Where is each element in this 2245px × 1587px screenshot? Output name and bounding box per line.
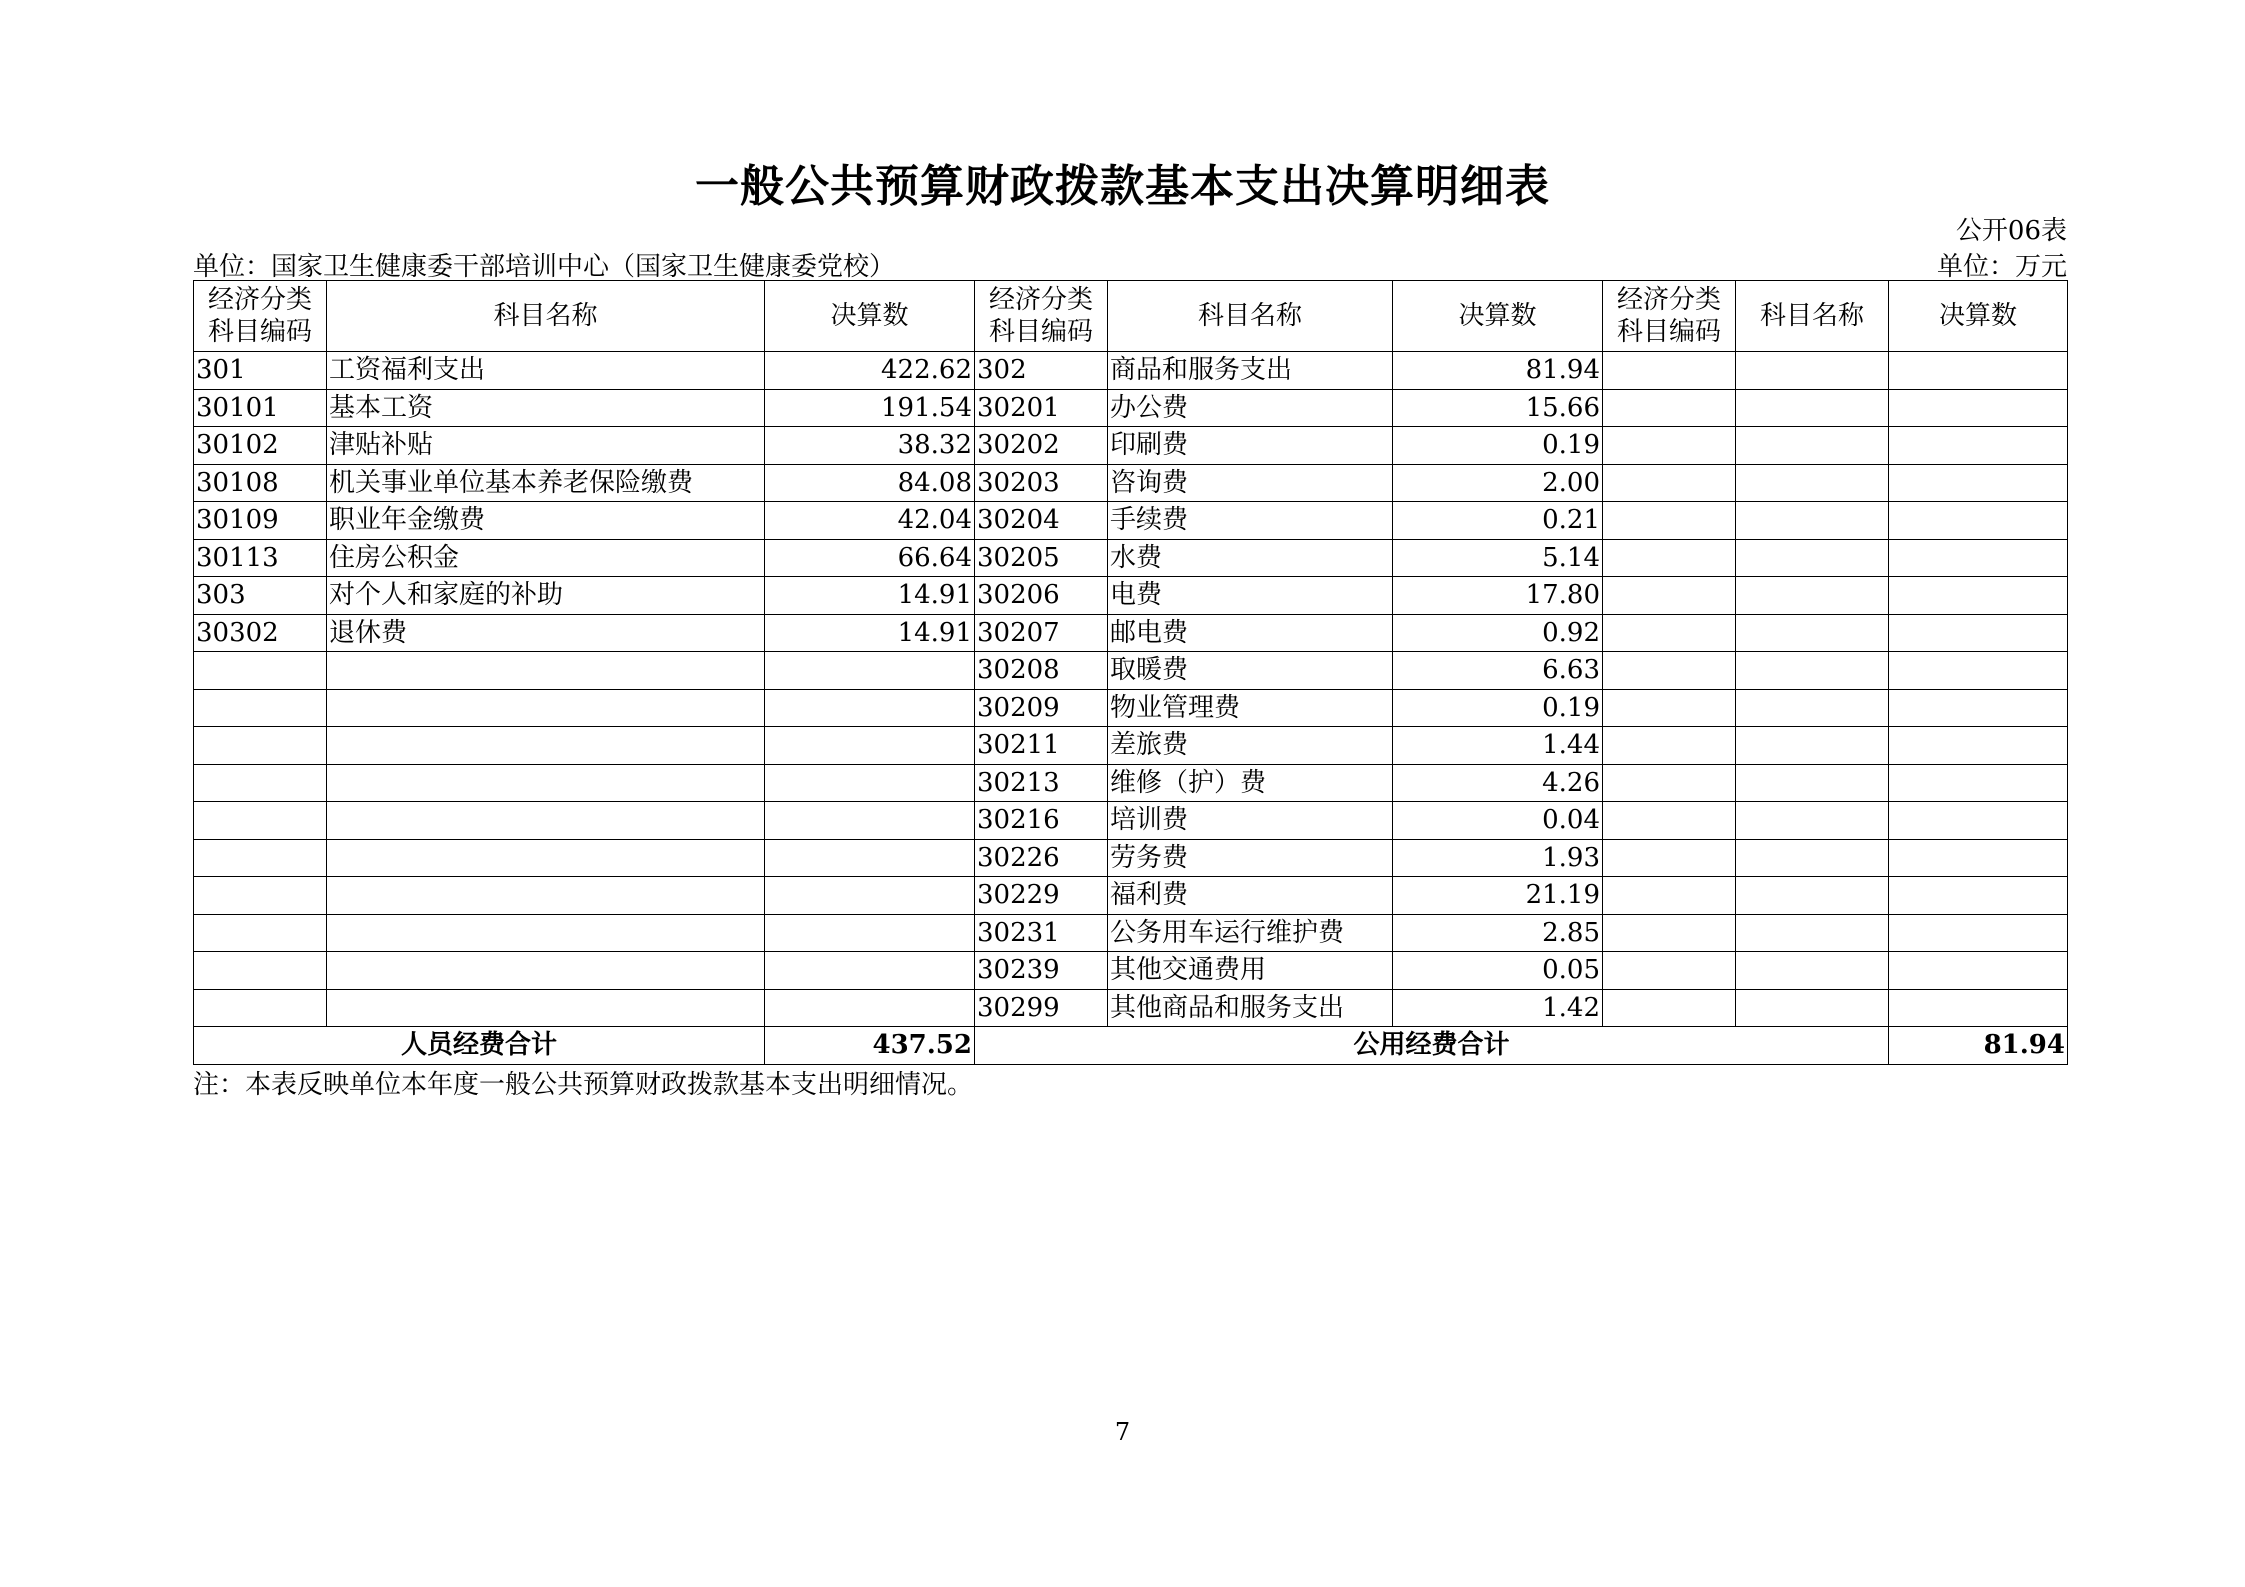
mid-name-cell: 水费 [1108,539,1393,577]
right-name-cell [1736,352,1889,390]
mid-code-cell: 30202 [975,427,1108,465]
table-row [194,577,2068,615]
header-name-1: 科目名称 [327,281,765,352]
right-amount-cell [1889,839,2068,877]
header-code-1: 经济分类科目编码 [194,281,327,352]
left-name-cell [327,989,765,1027]
left-code-cell [194,764,327,802]
right-name-cell [1736,839,1889,877]
left-code-cell [194,952,327,990]
right-code-cell [1603,577,1736,615]
right-code-cell [1603,689,1736,727]
left-amount-cell [765,877,975,915]
mid-name-cell: 邮电费 [1108,614,1393,652]
left-code-cell: 30302 [194,614,327,652]
right-code-cell [1603,427,1736,465]
table-row [194,539,2068,577]
header-amount-1: 决算数 [765,281,975,352]
left-name-cell [327,652,765,690]
right-code-cell [1603,502,1736,540]
left-code-cell: 30101 [194,389,327,427]
right-amount-cell [1889,952,2068,990]
left-code-cell [194,802,327,840]
right-code-cell [1603,614,1736,652]
right-amount-cell [1889,764,2068,802]
right-amount-cell [1889,427,2068,465]
table-row [194,877,2068,915]
mid-name-cell: 其他交通费用 [1108,952,1393,990]
right-name-cell [1736,877,1889,915]
right-name-cell [1736,802,1889,840]
right-code-cell [1603,389,1736,427]
left-name-cell: 津贴补贴 [327,427,765,465]
header-name-3: 科目名称 [1736,281,1889,352]
left-amount-cell [765,952,975,990]
left-amount-cell: 66.64 [765,539,975,577]
right-code-cell [1603,464,1736,502]
expenditure-table [193,280,2068,1065]
right-amount-cell [1889,877,2068,915]
left-code-cell [194,689,327,727]
right-name-cell [1736,427,1889,465]
left-name-cell: 工资福利支出 [327,352,765,390]
mid-code-cell: 30239 [975,952,1108,990]
table-row [194,914,2068,952]
mid-amount-cell: 0.05 [1393,952,1603,990]
mid-amount-cell: 2.00 [1393,464,1603,502]
right-name-cell [1736,577,1889,615]
mid-code-cell: 30229 [975,877,1108,915]
public-total-label: 公用经费合计 [975,1027,1889,1065]
right-amount-cell [1889,352,2068,390]
right-name-cell [1736,952,1889,990]
mid-amount-cell: 4.26 [1393,764,1603,802]
mid-amount-cell: 0.92 [1393,614,1603,652]
right-amount-cell [1889,689,2068,727]
mid-code-cell: 30208 [975,652,1108,690]
table-row [194,352,2068,390]
mid-amount-cell: 21.19 [1393,877,1603,915]
left-name-cell [327,839,765,877]
mid-code-cell: 30201 [975,389,1108,427]
mid-code-cell: 30209 [975,689,1108,727]
table-row [194,614,2068,652]
right-code-cell [1603,877,1736,915]
left-name-cell [327,914,765,952]
mid-code-cell: 30206 [975,577,1108,615]
mid-code-cell: 30211 [975,727,1108,765]
mid-amount-cell: 0.04 [1393,802,1603,840]
table-row [194,764,2068,802]
header-name-2: 科目名称 [1108,281,1393,352]
right-name-cell [1736,539,1889,577]
mid-name-cell: 电费 [1108,577,1393,615]
left-code-cell [194,727,327,765]
left-name-cell [327,877,765,915]
mid-name-cell: 咨询费 [1108,464,1393,502]
personnel-total-value: 437.52 [765,1027,975,1065]
right-amount-cell [1889,727,2068,765]
left-name-cell [327,764,765,802]
left-code-cell [194,989,327,1027]
left-name-cell [327,727,765,765]
mid-code-cell: 30204 [975,502,1108,540]
mid-code-cell: 30226 [975,839,1108,877]
table-note: 注：本表反映单位本年度一般公共预算财政拨款基本支出明细情况。 [193,1070,974,1100]
mid-name-cell: 办公费 [1108,389,1393,427]
right-amount-cell [1889,464,2068,502]
mid-code-cell: 30207 [975,614,1108,652]
mid-amount-cell: 5.14 [1393,539,1603,577]
left-code-cell [194,914,327,952]
table-row [194,652,2068,690]
form-code: 公开06表 [1955,216,2067,246]
right-code-cell [1603,952,1736,990]
left-name-cell: 机关事业单位基本养老保险缴费 [327,464,765,502]
unit-organization: 单位：国家卫生健康委干部培训中心（国家卫生健康委党校） [193,252,896,282]
table-row [194,839,2068,877]
left-amount-cell [765,689,975,727]
left-code-cell: 30102 [194,427,327,465]
right-code-cell [1603,802,1736,840]
header-code-3: 经济分类科目编码 [1603,281,1736,352]
right-name-cell [1736,389,1889,427]
table-row [194,464,2068,502]
right-amount-cell [1889,614,2068,652]
mid-amount-cell: 6.63 [1393,652,1603,690]
right-amount-cell [1889,989,2068,1027]
left-code-cell: 30109 [194,502,327,540]
table-row [194,989,2068,1027]
left-name-cell: 职业年金缴费 [327,502,765,540]
table-row [194,389,2068,427]
mid-amount-cell: 0.21 [1393,502,1603,540]
right-name-cell [1736,614,1889,652]
left-code-cell [194,877,327,915]
mid-code-cell: 30213 [975,764,1108,802]
mid-code-cell: 30299 [975,989,1108,1027]
mid-code-cell: 302 [975,352,1108,390]
left-amount-cell [765,727,975,765]
mid-amount-cell: 81.94 [1393,352,1603,390]
mid-name-cell: 福利费 [1108,877,1393,915]
table-row [194,502,2068,540]
left-amount-cell: 42.04 [765,502,975,540]
left-amount-cell: 422.62 [765,352,975,390]
mid-code-cell: 30231 [975,914,1108,952]
left-amount-cell: 14.91 [765,577,975,615]
totals-row [194,1027,2068,1065]
left-code-cell: 301 [194,352,327,390]
right-code-cell [1603,914,1736,952]
mid-amount-cell: 1.44 [1393,727,1603,765]
mid-amount-cell: 1.42 [1393,989,1603,1027]
left-name-cell [327,689,765,727]
mid-name-cell: 公务用车运行维护费 [1108,914,1393,952]
mid-name-cell: 培训费 [1108,802,1393,840]
right-name-cell [1736,727,1889,765]
mid-code-cell: 30205 [975,539,1108,577]
mid-amount-cell: 0.19 [1393,427,1603,465]
page-title: 一般公共预算财政拨款基本支出决算明细表 [695,161,1550,212]
left-code-cell [194,652,327,690]
left-name-cell [327,952,765,990]
left-name-cell: 住房公积金 [327,539,765,577]
personnel-total-label: 人员经费合计 [194,1027,765,1065]
mid-name-cell: 差旅费 [1108,727,1393,765]
right-amount-cell [1889,652,2068,690]
left-amount-cell [765,839,975,877]
header-amount-3: 决算数 [1889,281,2068,352]
left-amount-cell [765,914,975,952]
right-code-cell [1603,727,1736,765]
left-amount-cell [765,802,975,840]
left-name-cell: 对个人和家庭的补助 [327,577,765,615]
right-code-cell [1603,539,1736,577]
right-name-cell [1736,689,1889,727]
left-code-cell [194,839,327,877]
table-row [194,952,2068,990]
left-code-cell: 30108 [194,464,327,502]
table-row [194,727,2068,765]
right-code-cell [1603,652,1736,690]
table-row [194,689,2068,727]
right-name-cell [1736,464,1889,502]
left-code-cell: 30113 [194,539,327,577]
right-code-cell [1603,989,1736,1027]
left-amount-cell: 14.91 [765,614,975,652]
left-amount-cell: 38.32 [765,427,975,465]
right-name-cell [1736,652,1889,690]
right-amount-cell [1889,577,2068,615]
header-amount-2: 决算数 [1393,281,1603,352]
right-amount-cell [1889,539,2068,577]
table-header-row [194,281,2068,352]
left-code-cell: 303 [194,577,327,615]
header-code-2: 经济分类科目编码 [975,281,1108,352]
mid-amount-cell: 1.93 [1393,839,1603,877]
right-name-cell [1736,989,1889,1027]
right-amount-cell [1889,502,2068,540]
mid-amount-cell: 0.19 [1393,689,1603,727]
mid-name-cell: 印刷费 [1108,427,1393,465]
right-name-cell [1736,764,1889,802]
mid-name-cell: 其他商品和服务支出 [1108,989,1393,1027]
right-name-cell [1736,914,1889,952]
mid-name-cell: 劳务费 [1108,839,1393,877]
mid-amount-cell: 15.66 [1393,389,1603,427]
right-code-cell [1603,839,1736,877]
left-name-cell: 基本工资 [327,389,765,427]
right-code-cell [1603,352,1736,390]
left-amount-cell [765,989,975,1027]
mid-name-cell: 维修（护）费 [1108,764,1393,802]
mid-name-cell: 商品和服务支出 [1108,352,1393,390]
left-amount-cell [765,764,975,802]
left-amount-cell: 84.08 [765,464,975,502]
right-code-cell [1603,764,1736,802]
mid-name-cell: 物业管理费 [1108,689,1393,727]
right-amount-cell [1889,914,2068,952]
table-row [194,802,2068,840]
unit-money: 单位：万元 [1936,252,2067,282]
public-total-value: 81.94 [1889,1027,2068,1065]
mid-amount-cell: 17.80 [1393,577,1603,615]
left-amount-cell: 191.54 [765,389,975,427]
right-amount-cell [1889,802,2068,840]
mid-name-cell: 取暖费 [1108,652,1393,690]
mid-code-cell: 30216 [975,802,1108,840]
table-body [194,352,2068,1027]
mid-code-cell: 30203 [975,464,1108,502]
right-name-cell [1736,502,1889,540]
left-name-cell [327,802,765,840]
mid-name-cell: 手续费 [1108,502,1393,540]
page-number: 7 [1114,1418,1131,1446]
mid-amount-cell: 2.85 [1393,914,1603,952]
left-amount-cell [765,652,975,690]
right-amount-cell [1889,389,2068,427]
left-name-cell: 退休费 [327,614,765,652]
table-row [194,427,2068,465]
